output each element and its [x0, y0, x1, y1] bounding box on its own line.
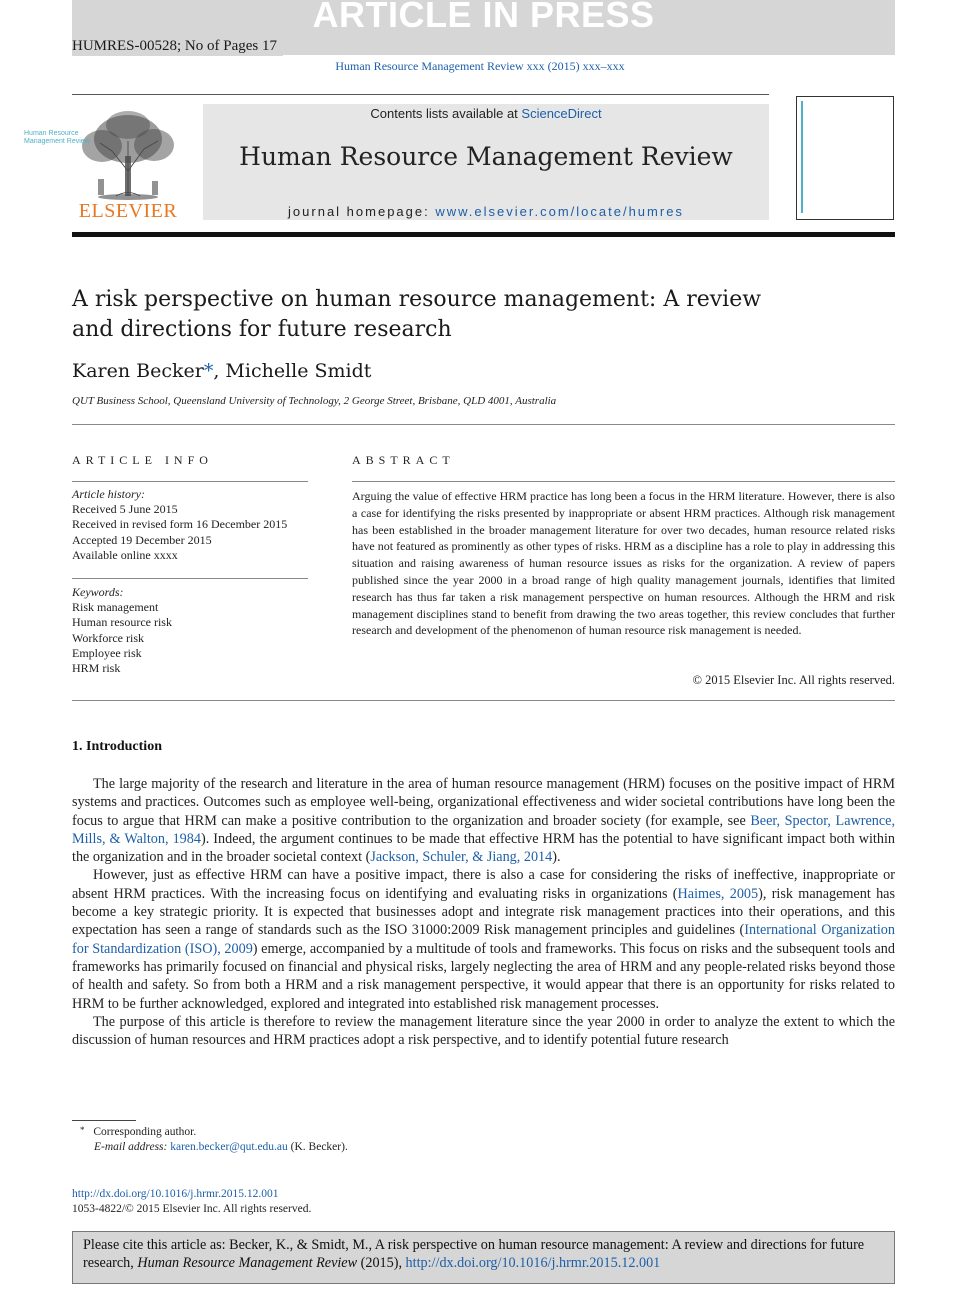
- contents-line: Contents lists available at ScienceDirect: [370, 106, 602, 121]
- citation-iso-2009[interactable]: International Organization for Standardization (ISO), 2009: [72, 922, 895, 957]
- article-title: A risk perspective on human resource management: A review and directions for future research: [72, 287, 762, 342]
- journal-reference-link[interactable]: Human Resource Management Review xxx (2015) xxx–xxx: [335, 59, 625, 73]
- abstract-copyright: © 2015 Elsevier Inc. All rights reserved.: [692, 673, 895, 687]
- article-in-press-label: ARTICLE IN PRESS: [312, 0, 655, 35]
- journal-title: Human Resource Management Review: [239, 142, 733, 171]
- footnote-corresponding: * Corresponding author.: [80, 1125, 197, 1138]
- keywords-label: Keywords:: [72, 585, 124, 599]
- history-item: Received in revised form 16 December 2015: [72, 517, 288, 532]
- footnote-email: E-mail address: karen.becker@qut.edu.au (K. Becker).: [94, 1141, 348, 1153]
- footnote-mark: *: [80, 1125, 85, 1135]
- cover-accent: [801, 101, 889, 213]
- sciencedirect-link[interactable]: ScienceDirect: [521, 106, 602, 121]
- footnote-rule: [72, 1120, 136, 1121]
- paragraph-2: However, just as effective HRM can have a positive impact, there is also a case for considering the risks of ineffective, inappropriate or absent HRM practices. With the increasing focus on identifying and evaluating risks in organizations (Haimes, 2005), risk management has become a key strategic priority. It is expected that businesses adopt and integrate risk management practices into their operations, and this expectation has seen a range of standards such as the ISO 31000:2009 Risk management principles and guidelines (International Organization for Standardization (ISO), 2009) emerge, accompanied by a multitude of tools and frameworks. This focus on risks and the subsequent tools and frameworks has primarily focused on financial and physical risks, largely neglecting the area of HRM and any people-related risks beyond those of health and safety. So from both a HRM and a risk management perspective, it would appear that there is an opportunity for risks related to HRM to be further acknowledged, explored and integrated into established risk management processes.: [72, 867, 895, 1012]
- author-becker[interactable]: Karen Becker: [72, 360, 204, 382]
- affiliation: QUT Business School, Queensland University of Technology, 2 George Street, Brisbane, QLD 4001, Australia: [72, 395, 557, 407]
- abstract-text: Arguing the value of effective HRM practice has long been a focus in the HRM literature. However, there is also a case for identifying the risks presented by inappropriate or absent HRM practices. Although risk management has been established in the broader management literature for over two decades, human resource related risks have not featured as prominently as other types of risks. HRM as a discipline has a role to play in addressing this situation and raising awareness of human resource issues as risks for the organization. A review of papers published since the year 2000 in a broad range of high quality management journals, identifies that limited research has thus far taken a risk management perspective on human resources. Although the HRM and risk management disciplines stand to benefit from drawing the two areas together, this review concludes that further research and development of the phenomenon of human resource risk management is needed.: [352, 489, 895, 638]
- article-info-heading: ARTICLE INFO: [72, 453, 213, 467]
- homepage-line: journal homepage: www.elsevier.com/locate/humres: [288, 204, 684, 219]
- elsevier-wordmark: ELSEVIER: [78, 200, 178, 222]
- cite-text: Please cite this article as: Becker, K., & Smidt, M., A risk perspective on human resource management: A review and directions for future research, Human Resource Management Review (2015), http://dx.doi.org/10.1016/j.hrmr.2015.12.001: [83, 1237, 865, 1271]
- journal-header-box: [203, 104, 769, 220]
- paragraph-1: The large majority of the research and literature in the area of human resource management (HRM) focuses on the positive impact of HRM systems and practices. Outcomes such as employee well-being, organizational effectiveness and wider societal contributions have long been the focus to argue that HRM can make a positive contribution to the organization and broader society (for example, see Beer, Spector, Lawrence, Mills, & Walton, 1984). Indeed, the argument continues to be made that effective HRM has the potential to have significant impact both within the organization and in the broader societal context (Jackson, Schuler, & Jiang, 2014).: [72, 776, 895, 866]
- cite-this-article-box: [72, 1231, 895, 1284]
- keyword: Workforce risk: [72, 630, 145, 645]
- manuscript-id: HUMRES-00528; No of Pages 17: [72, 36, 283, 56]
- citation-beer-1984[interactable]: Beer, Spector, Lawrence, Mills, & Walton, 1984: [72, 812, 895, 847]
- section-heading-introduction: 1. Introduction: [72, 739, 162, 754]
- cover-title: Human Resource Management Review: [24, 130, 90, 145]
- history-item: Received 5 June 2015: [72, 502, 178, 517]
- keywords: [72, 585, 308, 676]
- journal-cover-thumbnail[interactable]: [796, 96, 894, 220]
- header-top-rule: [72, 94, 769, 95]
- keyword: Risk management: [72, 600, 159, 615]
- keywords-rule: [72, 578, 308, 579]
- abstract-bottom-rule: [72, 700, 895, 701]
- history-label: Article history:: [72, 487, 145, 501]
- issn-line: 1053-4822/© 2015 Elsevier Inc. All rights reserved.: [72, 1203, 312, 1215]
- article-history: [72, 487, 308, 563]
- keyword: Employee risk: [72, 645, 142, 660]
- abstract-rule: [352, 481, 895, 482]
- citation-haimes-2005[interactable]: Haimes, 2005: [677, 885, 759, 902]
- header-thick-rule: [72, 232, 895, 237]
- author-smidt[interactable]: Michelle Smidt: [225, 360, 372, 382]
- keyword: Human resource risk: [72, 615, 172, 630]
- keyword: HRM risk: [72, 661, 121, 676]
- body-text: [72, 775, 895, 1049]
- email-link[interactable]: karen.becker@qut.edu.au: [170, 1141, 288, 1153]
- article-info-rule: [72, 481, 308, 482]
- paragraph-3: The purpose of this article is therefore to review the management literature since the year 2000 in order to analyze the extent to which the discussion of human resources and HRM practices adopt a risk perspective, and to identify potential future research: [72, 1013, 895, 1049]
- history-item: Accepted 19 December 2015: [72, 532, 212, 547]
- abstract-heading: ABSTRACT: [352, 453, 455, 467]
- cite-doi-link[interactable]: http://dx.doi.org/10.1016/j.hrmr.2015.12.001: [405, 1255, 661, 1271]
- authors: Karen Becker*, Michelle Smidt: [72, 360, 372, 382]
- corresponding-author-mark[interactable]: *: [203, 360, 214, 382]
- title-rule: [72, 424, 895, 425]
- history-item: Available online xxxx: [72, 547, 178, 562]
- homepage-link[interactable]: www.elsevier.com/locate/humres: [435, 204, 684, 219]
- citation-jackson-2014[interactable]: Jackson, Schuler, & Jiang, 2014: [370, 849, 553, 866]
- doi-link[interactable]: http://dx.doi.org/10.1016/j.hrmr.2015.12.001: [72, 1188, 279, 1200]
